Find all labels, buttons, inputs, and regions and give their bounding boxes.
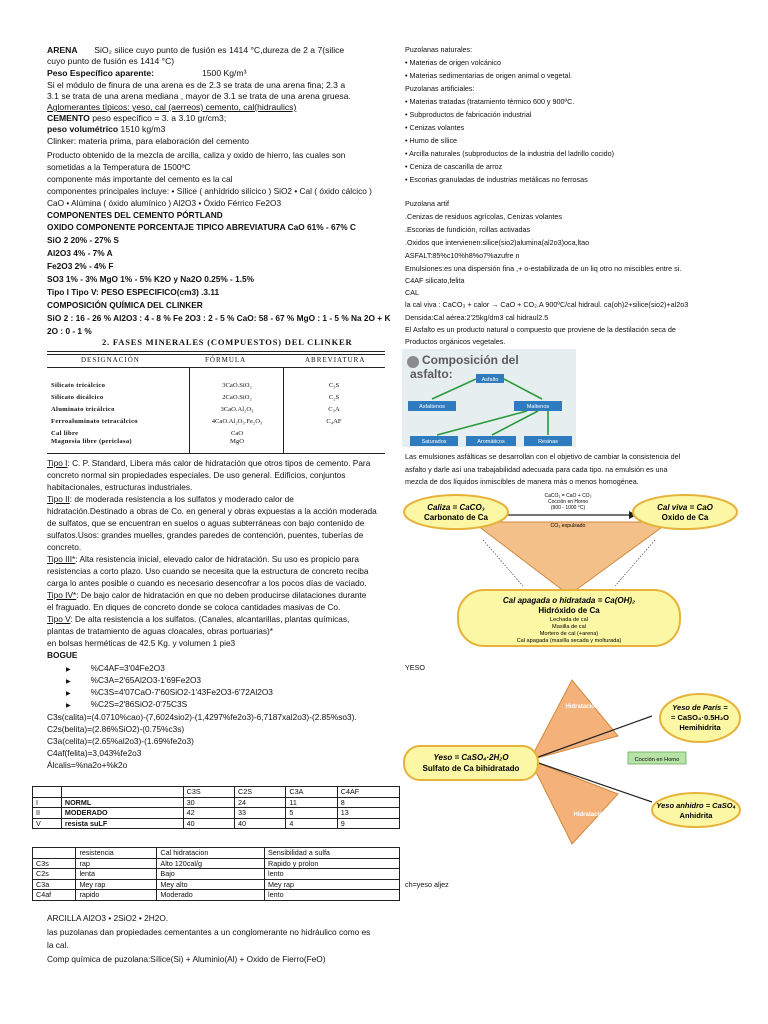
table-header-cell: Sensibilidad a sulfa [265, 848, 400, 859]
text-line: CaO • Alúmina ( óxido alumínico ) Al2O3 • Óxido Férrico Fe2O3 [47, 198, 282, 208]
text-line: en bolsas herméticas de 42.5 Kg. y volumen 1 pie3 [47, 638, 236, 648]
text-line: de sulfatos, que se encuentran en suelos o aguas subterráneas con bajo contenido de [47, 518, 365, 528]
table-header-row [33, 848, 400, 859]
arena-line [47, 45, 344, 56]
yeso-anhidro-node [652, 793, 740, 827]
asfalto-composition-diagram [402, 349, 576, 447]
table-cell: 33 [235, 808, 286, 819]
table-cell: 5 [286, 808, 337, 819]
arrow-bullet-icon: ▶ [66, 691, 71, 697]
text-line: 2O : 0 - 1 % [47, 326, 92, 336]
formula-line: Álcalis=%na2o+%k2o [47, 760, 128, 770]
tipo-iv-text: : De bajo calor de hidratación en que no deben producirse dilataciones durante [76, 590, 367, 600]
fase-name: Aluminato tricálcico [51, 406, 115, 413]
co2-label: CO₂ expulsado [550, 523, 586, 529]
fases-header-formula: FÓRMULA [205, 356, 247, 364]
bogue-formula: %C4AF=3'04Fe2O3 [90, 663, 165, 673]
text-line: habitacionales, estructuras industriales. [47, 482, 193, 492]
fase-name: Cal libre [51, 430, 79, 437]
table-cell: 42 [183, 808, 234, 819]
fase-name: Ferroaluminato tetracálcico [51, 418, 138, 425]
resinas-label: Resinas [538, 439, 558, 445]
text-line: hidratación.Destinado a obras de Co. en general y obras expuestas a la acción moderada [47, 506, 377, 516]
yeso-cycle-diagram [402, 676, 742, 848]
tipo-ii-line [47, 494, 294, 505]
text-line: plantas de tratamiento de aguas cloacales, obras portuarias)* [47, 626, 273, 636]
cal-apagada-label: Cal apagada o hidratada = Ca(OH)₂ [502, 596, 636, 605]
fase-formula: 2CaO.SiO₂ [222, 394, 252, 401]
table-cell: Alto 120cal/g [157, 858, 265, 869]
text-line: sometidas a la Temperatura de 1500ºC [47, 162, 191, 172]
table-cell: C3s [33, 858, 76, 869]
composition-table [32, 786, 400, 829]
text-line: SiO 2 : 16 - 26 % Al2O3 : 4 - 8 % Fe 2O3 : 2 - 5 % CaO: 58 - 67 % MgO : 1 - 5 % Na 2O + K [47, 313, 391, 323]
fase-formula: 3CaO.SiO₂ [222, 382, 252, 389]
table-row [33, 818, 400, 829]
table-cell: MODERADO [61, 808, 183, 819]
text-line: componente más importante del cemento es la cal [47, 174, 233, 184]
caliza-sublabel: Carbonato de Ca [423, 513, 489, 522]
text-line: resistencias a corto plazo. Uso cuando se necesita que la estructura de concreto reciba [47, 566, 369, 576]
list-item: .Cenizas de residuos agrícolas, Cenizas volantes [405, 212, 563, 221]
list-item: • Humo de sílice [405, 136, 458, 145]
arcilla-line: ARCILLA Al2O3 • 2SiO2 • 2H2O. [47, 913, 169, 923]
fase-formula: CaO [230, 430, 244, 437]
cal-cycle-diagram [403, 490, 739, 652]
table-cell: Bajo [157, 869, 265, 880]
reaction-text: (900 - 1000 °C) [550, 505, 586, 511]
fase-formula: MgO [230, 438, 244, 445]
text-line: asfalto y darle así una trabajabilidad adecuada para cada tipo. na emulsión es una [405, 465, 668, 474]
list-item: • Escorias granuladas de industrias metálicas no ferrosas [405, 175, 588, 184]
arrow-bullet-icon: ▶ [66, 703, 71, 709]
bogue-formula: %C2S=2'86SiO2-0'75C3S [90, 699, 188, 709]
cycle-triangle [473, 522, 669, 595]
table-cell: 8 [337, 797, 399, 808]
cal-apagada-sublabel: Hidróxido de Ca [538, 606, 600, 615]
table-cell: C3a [33, 879, 76, 890]
text-line: SiO 2 20% - 27% S [47, 235, 119, 245]
table-cell: lento [265, 869, 400, 880]
list-item: • Subproductos de fabricación industrial [405, 110, 532, 119]
table-header-cell [33, 848, 76, 859]
text-line: Productos orgánicos vegetales. [405, 337, 506, 346]
asfalto-box-label: Asfalto [481, 377, 499, 383]
bogue-heading: BOGUE [47, 650, 78, 660]
text-line: C4AF silicato,felita [405, 276, 465, 285]
formula-line: C4af(felita)=3,043%fe2o3 [47, 748, 142, 758]
section-heading: COMPONENTES DEL CEMENTO PÓRTLAND [47, 210, 223, 220]
diagram-title-2: asfalto: [410, 367, 453, 381]
table-cell: 4 [286, 818, 337, 829]
list-item: • Cenizas volantes [405, 123, 465, 132]
text-line: SO3 1% - 3% MgO 1% - 5% K2O y Na2O 0.25% - 1.5% [47, 274, 255, 284]
fase-abbr: C₄AF [326, 418, 342, 425]
table-rule [283, 367, 284, 453]
tipo-i-line [47, 458, 370, 469]
table-cell: 40 [183, 818, 234, 829]
table-row [33, 879, 400, 890]
tipo-i-text: : C. P. Standard, Libera más calor de hidratación que otros tipos de cemento. Para [67, 458, 371, 468]
fases-minerales-figure [47, 337, 387, 454]
asfaltenos-label: Asfaltenos [419, 404, 445, 410]
cemento-label: CEMENTO [47, 113, 90, 123]
table-cell: 30 [183, 797, 234, 808]
caliza-label: Caliza = CaCO₃ [427, 503, 485, 512]
aglomerantes-line: Aglomerantes típicos: yeso, cal (aerreos) cemento, cal(hidraulics) [47, 102, 297, 112]
tipo-iii-label: Tipo III* [47, 554, 76, 564]
peso-value: 1500 Kg/m³ [202, 68, 247, 78]
hidratacion-wedge [530, 680, 618, 760]
text-line: OXIDO COMPONENTE PORCENTAJE TIPICO ABREVIATURA CaO 61% - 67% C [47, 222, 356, 232]
hidratacion-wedge [530, 760, 618, 844]
table-header-cell: Cal hidratacion [157, 848, 265, 859]
text-line: la cal. [47, 940, 69, 950]
formula-line: C3a(celita)=(2.65%al2o3)-(1.69%fe2o3) [47, 736, 194, 746]
tipo-iv-label: Tipo IV* [47, 590, 77, 600]
table-rule [47, 354, 385, 355]
table-cell: I [33, 797, 62, 808]
table-cell: C2s [33, 869, 76, 880]
text-line: ASFALT:85%c10%h8%o7%azufre n [405, 251, 520, 260]
text-line: el fraguado. En diques de concreto donde se coloca cantidades masivas de Co. [47, 602, 341, 612]
fase-abbr: C₃A [328, 406, 340, 413]
table-header-cell: C3S [183, 787, 234, 798]
tipo-ii-text: : de moderada resistencia a los sulfatos y moderado calor de [69, 494, 294, 504]
puzolanas-artificiales-title: Puzolanas artificiales: [405, 84, 475, 93]
text-line: Tipo I Tipo V: PESO ESPECIFICO(cm3) .3.11 [47, 287, 220, 297]
tipo-i-label: Tipo I [47, 458, 68, 468]
coccion-label: Cocción en Horno [634, 757, 680, 763]
yeso-anhidro-sublabel: Anhidrita [679, 811, 713, 820]
cal-viva-label: Cal viva = CaO [657, 503, 713, 512]
table-cell: C4af [33, 890, 76, 901]
arena-text-2: cuyo punto de fusión es 1414 °C) [47, 56, 175, 66]
formula-line: C3s(calita)=(4.0710%cao)-(7,6024sio2)-(1,4297%fe2o3)-6,7187xal2o3)-(2.85%so3). [47, 712, 357, 722]
tipo-v-line [47, 614, 349, 625]
text-line: la cal viva : CaCO₃ + calor → CaO + CO₂.A 900ºC/cal hidraul. ca(oh)2+silice(sio2)+al2o3 [405, 300, 689, 309]
tipo-ii-label: Tipo II [47, 494, 70, 504]
table-rule [47, 453, 385, 454]
fase-name: Silicato tricálcico [51, 382, 106, 389]
fase-name: Silicato dicálcico [51, 394, 104, 401]
yeso-heading: YESO [405, 663, 425, 672]
table-cell: NORML [61, 797, 183, 808]
peso-line [47, 68, 246, 79]
text-line: sulfatos.Usos: grandes muelles, grandes paredes de contención, puentes, tuberías de [47, 530, 364, 540]
table-header-cell [61, 787, 183, 798]
tipo-v-text: : De alta resistencia a los sulfatos. (Canales, alcantarillas, plantas químicas, [70, 614, 350, 624]
yeso-bihidratado-label: Yeso = CaSO₄·2H₂O [433, 753, 509, 762]
text-line: concreto normal sin propiedades especiales. De uso general. Edificios, conjuntos [47, 470, 346, 480]
table-cell: 24 [235, 797, 286, 808]
text-line: Las emulsiones asfálticas se desarrollan con el objetivo de cambiar la consistencia del [405, 452, 681, 461]
fase-abbr: C₃S [328, 382, 340, 389]
clinker-line: Clinker: materia prima, para elaboración del cemento [47, 136, 250, 146]
table-cell: 40 [235, 818, 286, 829]
table-cell: resista suLF [61, 818, 183, 829]
table-rule [47, 367, 385, 368]
table-row [33, 869, 400, 880]
table-cell: 9 [337, 818, 399, 829]
properties-table [32, 847, 400, 901]
saturados-label: Saturados [421, 439, 447, 445]
fases-header-designacion: DESIGNACIÓN [81, 356, 140, 364]
maltenos-label: Maltenos [526, 404, 550, 410]
text-line: Comp química de puzolana:Sílice(Si) + Aluminio(Al) + Oxido de Fierro(FeO) [47, 954, 326, 964]
text-line: Densida:Cal aérea:2'25kg/dm3 cal hidraul2.5 [405, 313, 549, 322]
bogue-formula: %C3A=2'65Al2O3-1'69Fe2O3 [90, 675, 202, 685]
list-item: • Materias tratadas (tratamiento térmico 600 y 900ºC. [405, 97, 575, 106]
finura-line-2: 3.1 se trata de una arena mediana , mayor de 3.1 se trata de una arena gruesa. [47, 91, 351, 101]
vol-text: 1510 kg/m3 [118, 124, 166, 134]
reaction-text: Cocción en Horno [547, 499, 589, 505]
text-line: las puzolanas dan propiedades cementantes a un conglomerante no hidráulico como es [47, 927, 371, 937]
list-item: .Escorias de fundición, rcillas activadas [405, 225, 531, 234]
yeso-paris-formula: = CaSO₄·0.5H₂O [671, 713, 729, 722]
arrow-bullet-icon: ▶ [66, 679, 71, 685]
table-cell: Moderado [157, 890, 265, 901]
cal-viva-node [633, 495, 737, 529]
table-rule [47, 351, 385, 352]
cal-heading: CAL [405, 288, 419, 297]
table-header-cell: C3A [286, 787, 337, 798]
table-header-cell: C4AF [337, 787, 399, 798]
yeso-bihidratado-node [404, 746, 538, 780]
table-row [33, 890, 400, 901]
text-line: El Asfalto es un producto natural o compuesto que proviene de la destilación seca de [405, 325, 676, 334]
cemento-line [47, 113, 226, 124]
fase-formula: 4CaO.Al₂O₃.Fe₂O₃ [211, 418, 263, 425]
tipo-v-label: Tipo V [47, 614, 71, 624]
fases-title: 2. FASES MINERALES (COMPUESTOS) DEL CLINKER [102, 337, 353, 347]
yeso-paris-label: Yeso de París = [672, 703, 728, 712]
bogue-formula: %C3S=4'07CaO-7'60SiO2-1'43Fe2O3-6'72Al2O3 [90, 687, 273, 697]
text-line: concreto. [47, 542, 82, 552]
cal-apagada-item: Mortero de cal (+arena) [539, 631, 599, 637]
vol-label: peso volumétrico [47, 124, 119, 134]
cal-apagada-item: Masilla de cal [552, 624, 586, 630]
table-header-cell: resistencia [76, 848, 157, 859]
text-line: carga lo antes posible o cuando es necesario desencofrar a los pocos días de vaciado. [47, 578, 367, 588]
table-row [33, 797, 400, 808]
table-cell: Mey rap [265, 879, 400, 890]
arena-text: SiO₂ silice cuyo punto de fusión es 1414 °C,dureza de 2 a 7(silice [94, 45, 345, 55]
formula-line: C2s(belita)=(2.86%SiO2)-(0.75%c3s) [47, 724, 185, 734]
yeso-anhidro-label: Yeso anhidro = CaSO₄ [656, 801, 736, 810]
section-heading: COMPOSICIÓN QUÍMICA DEL CLINKER [47, 300, 203, 310]
hidratacion-label: Hidratación [565, 704, 599, 710]
hidratacion-label: Hidratación [573, 812, 607, 818]
table-row [33, 858, 400, 869]
diagram-title-1: Composición del [422, 353, 519, 367]
table-cell: Mey alto [157, 879, 265, 890]
cal-apagada-item: Cal apagada (masilla secada y molturada) [516, 638, 622, 644]
arena-label: ARENA [47, 45, 78, 55]
list-item: • Materias de origen volcánico [405, 58, 502, 67]
yeso-paris-sublabel: Hemihidrita [679, 723, 721, 732]
table-rule [189, 367, 190, 453]
text-line: Al2O3 4% - 7% A [47, 248, 113, 258]
list-item: .Oxidos que intervienen:silice(sio2)alumina(al2o3)oca,ltao [405, 238, 590, 247]
caliza-node [404, 495, 508, 529]
table-header-cell: C2S [235, 787, 286, 798]
finura-line-1: Si el módulo de finura de una arena es de 2.3 se trata de una arena fina; 2.3 a [47, 80, 346, 90]
table-row [33, 808, 400, 819]
tipo-iii-line [47, 554, 359, 565]
text-line: mezcla de dos líquidos inmiscibles de manera más o menos homogénea. [405, 477, 639, 486]
table-cell: rap [76, 858, 157, 869]
tipo-iii-text: : Alta resistencia inicial, elevado calor de hidratación. Su uso es propicio para [75, 554, 359, 564]
table-cell: 11 [286, 797, 337, 808]
reaction-text: CaCO₃ = CaO + CO₂ [544, 493, 592, 499]
text-line: componentes principales incluye: • Sílice ( anhídrido silícico ) SiO2 • Cal ( óxido cálcico ) [47, 186, 372, 196]
table-cell: 13 [337, 808, 399, 819]
list-item: • Ceniza de cascarilla de arroz [405, 162, 503, 171]
yeso-bihidratado-sublabel: Sulfato de Ca bihidratado [422, 764, 520, 773]
table-cell: Mey rap [76, 879, 157, 890]
table-header-row [33, 787, 400, 798]
peso-label: Peso Específico aparente: [47, 68, 154, 78]
text-line: Fe2O3 2% - 4% F [47, 261, 114, 271]
fases-header-abreviatura: ABREVIATURA [305, 356, 366, 364]
table-cell: II [33, 808, 62, 819]
table-cell: V [33, 818, 62, 829]
puzolanas-naturales-title: Puzolanas naturales: [405, 45, 473, 54]
cemento-text: peso específico = 3. a 3.10 gr/cm3; [89, 113, 227, 123]
puzolana-artif-title: Puzolana artif [405, 199, 449, 208]
text-line: Emulsiones:es una dispersión fina ,+ o-estabilizada de un liq otro no miscibles entre si. [405, 264, 682, 273]
text-line: Producto obtenido de la mezcla de arcilla, caliza y oxido de hierro, las cuales son [47, 150, 346, 160]
cal-viva-sublabel: Oxido de Ca [661, 513, 709, 522]
fase-name: Magnesia libre (periclasa) [51, 438, 132, 445]
table-cell: rapido [76, 890, 157, 901]
tipo-iv-line [47, 590, 366, 601]
bogue-item [66, 699, 187, 712]
table-cell: Rapido y prolon [265, 858, 400, 869]
vol-line [47, 124, 165, 135]
arrow-bullet-icon: ▶ [66, 667, 71, 673]
fase-abbr: C₂S [328, 394, 340, 401]
ch-line: ch=yeso aljez [405, 880, 449, 889]
table-header-cell [33, 787, 62, 798]
aromaticos-label: Aromáticos [477, 439, 505, 445]
list-item: • Arcilla naturales (subproductos de la industria del ladrillo cocido) [405, 149, 615, 158]
fase-formula: 3CaO.Al₂O₃ [220, 406, 254, 413]
list-item: • Materias sedimentarias de origen animal o vegetal. [405, 71, 573, 80]
table-cell: lenta [76, 869, 157, 880]
table-cell: lento [265, 890, 400, 901]
cal-apagada-item: Lechada de cal [550, 617, 588, 623]
